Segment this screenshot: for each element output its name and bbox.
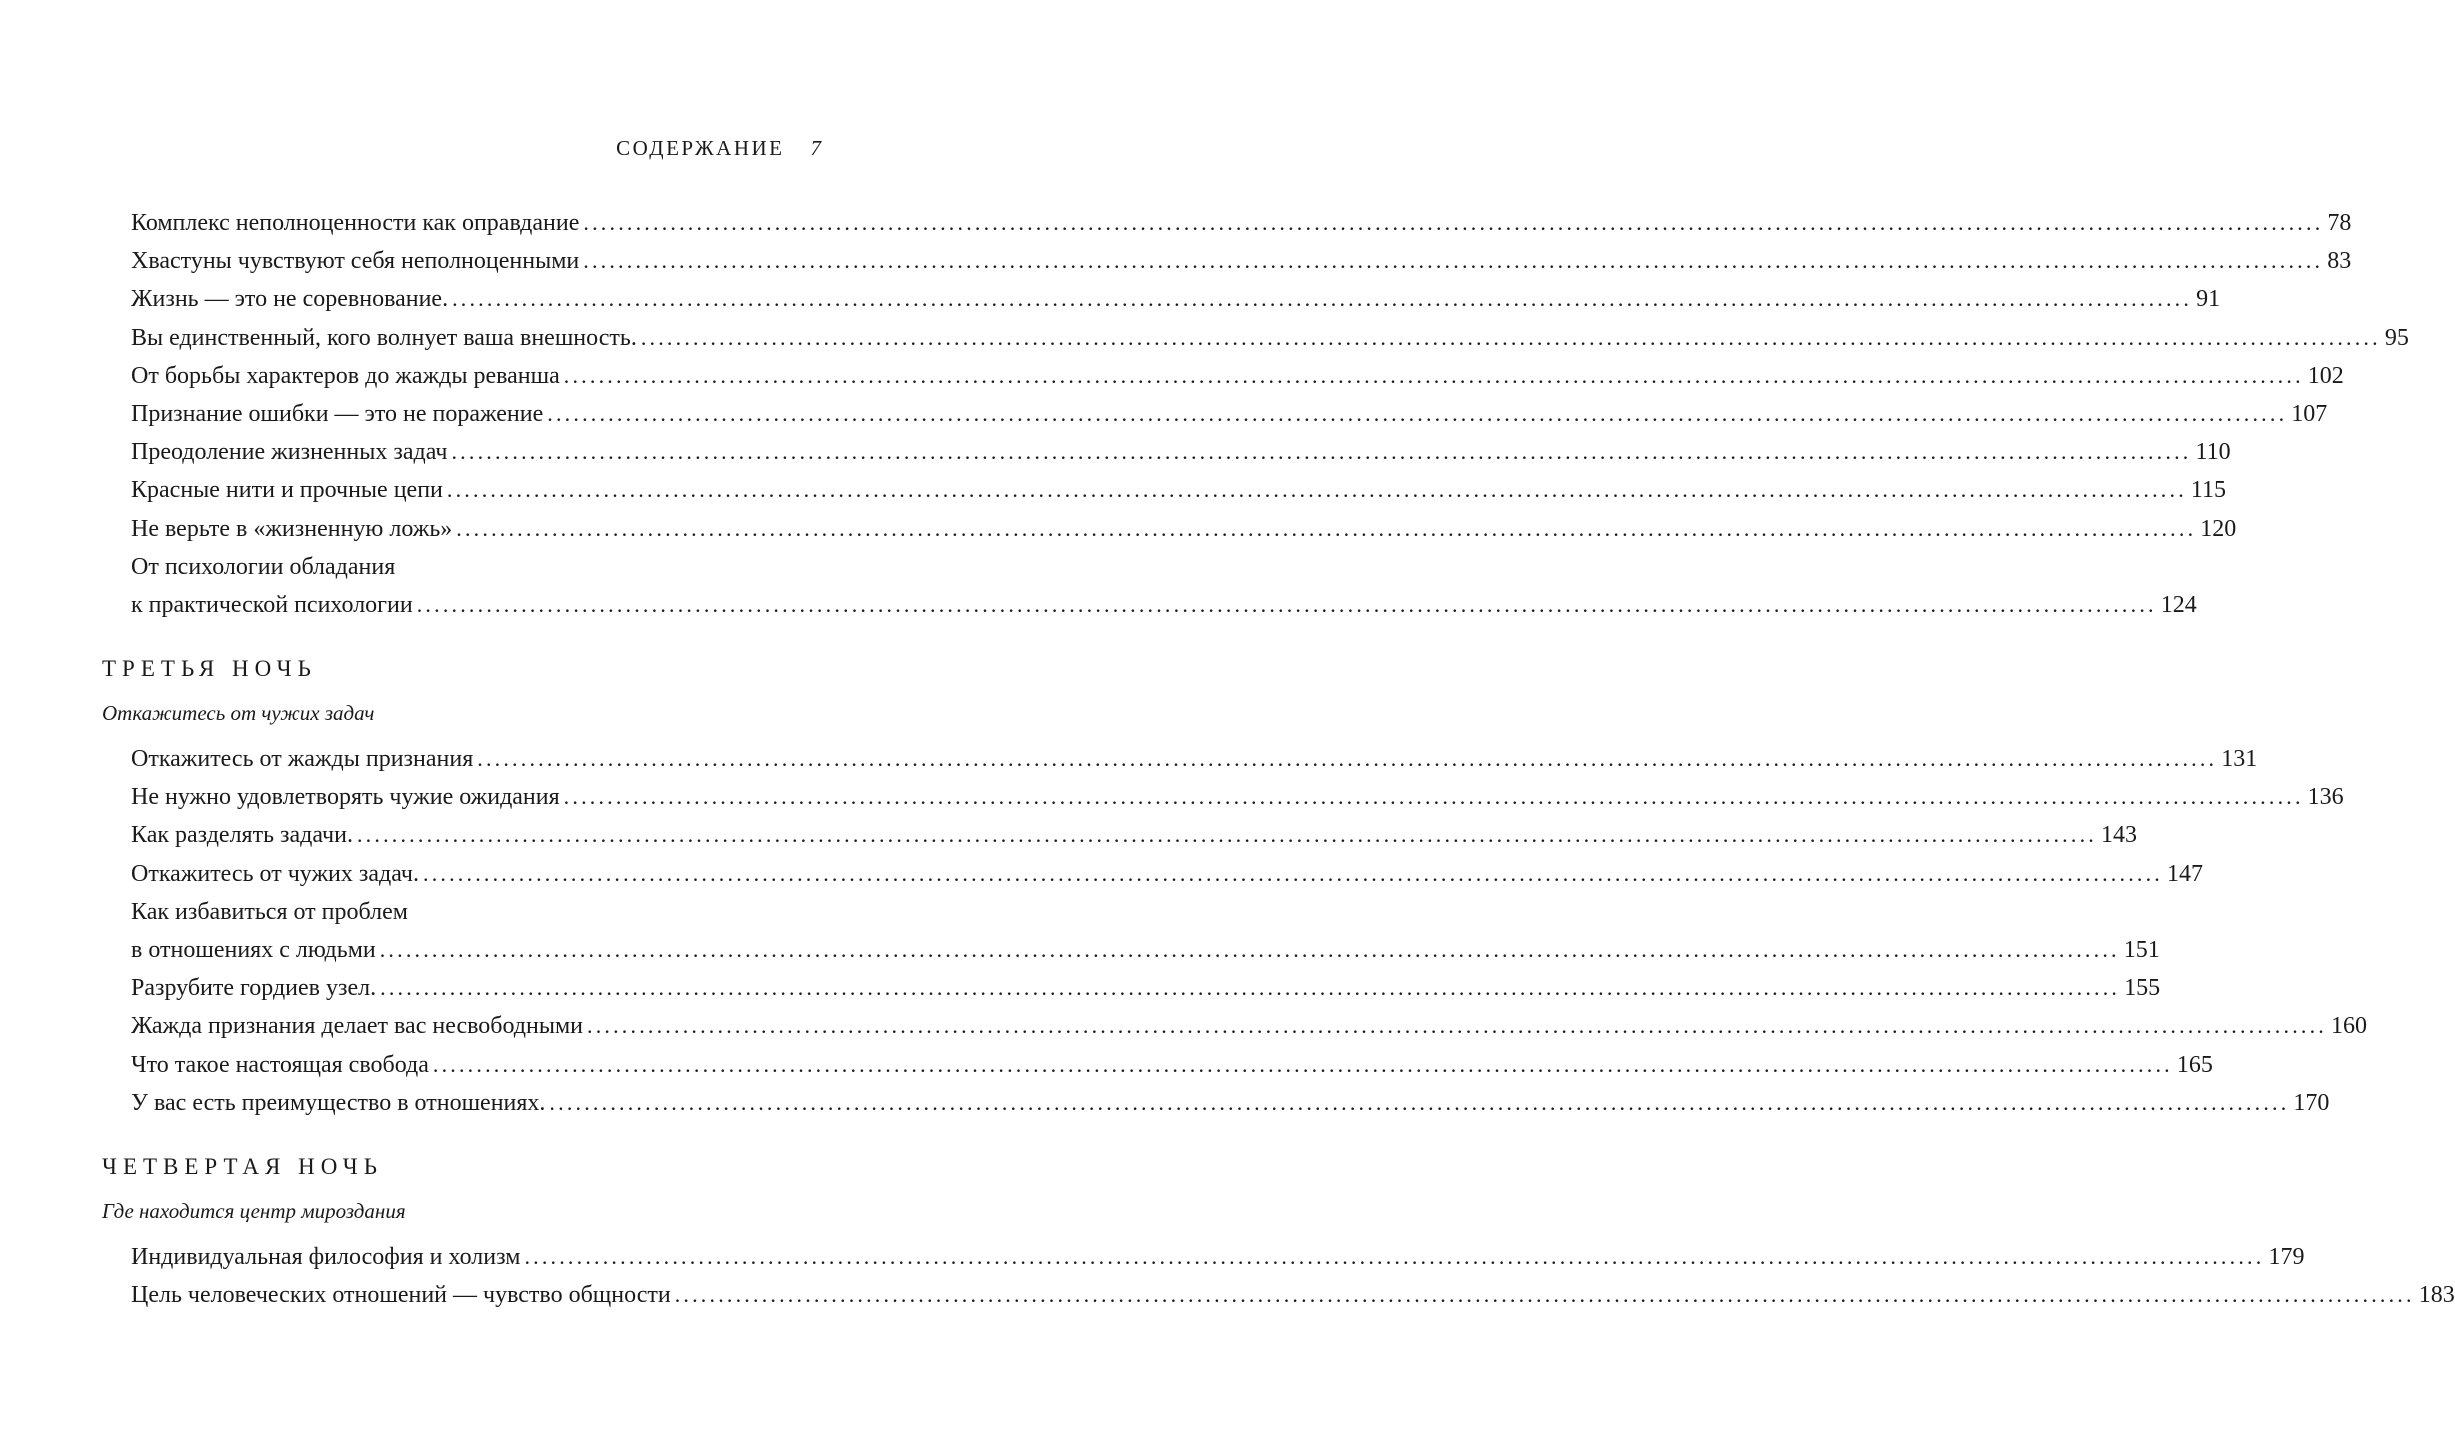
toc-entry-page: 102 [2307, 362, 2344, 389]
leader-dots: ........................................................................................................................................................................................................ [524, 1243, 2265, 1269]
toc-entry-title: Откажитесь от чужих задач. [131, 860, 419, 887]
toc-entry[interactable] [102, 395, 2328, 433]
toc-entry-title: Хвастуны чувствуют себя неполноценными [131, 248, 580, 275]
leader-dots: ........................................................................................................................................................................................................ [380, 975, 2121, 1001]
leader-dots: ........................................................................................................................................................................................................ [587, 1013, 2327, 1039]
toc-entry[interactable] [102, 816, 2137, 854]
toc-entry-title: От борьбы характеров до жажды реванша [131, 362, 560, 389]
leader-dots: ........................................................................................................................................................................................................ [583, 210, 2324, 235]
toc-entry-page: 131 [2221, 746, 2258, 773]
running-header-title: СОДЕРЖАНИЕ [616, 136, 785, 160]
toc-entry-title: Красные нити и прочные цепи [131, 477, 443, 504]
toc-entry[interactable] [102, 471, 2227, 509]
toc-entry-page: 95 [2384, 324, 2409, 351]
toc-entry-page: 136 [2307, 784, 2344, 811]
toc-entry-title-line1[interactable]: От психологии обладания [131, 553, 396, 580]
toc-entry-title: к практической психологии [131, 591, 413, 618]
leader-dots: ........................................................................................................................................................................................................ [477, 746, 2218, 772]
toc-entry[interactable] [102, 280, 2221, 318]
toc-entry[interactable] [102, 1276, 2455, 1314]
leader-dots: ........................................................................................................................................................................................................ [640, 324, 2381, 350]
toc-entry[interactable] [102, 1046, 2213, 1084]
toc-entry[interactable] [102, 931, 2160, 969]
toc-entry[interactable] [102, 242, 2352, 280]
toc-entry[interactable] [102, 778, 2344, 816]
leader-dots: ........................................................................................................................................................................................................ [563, 362, 2304, 388]
leader-dots: ........................................................................................................................................................................................................ [452, 286, 2193, 312]
toc-entry-title: Жажда признания делает вас несвободными [131, 1013, 583, 1040]
leader-dots: ........................................................................................................................................................................................................ [549, 1089, 2290, 1115]
toc-entry-title: Жизнь — это не соревнование. [131, 286, 449, 313]
toc-entry-title: У вас есть преимущество в отношениях. [131, 1089, 546, 1116]
toc-entry-page: 107 [2291, 400, 2328, 427]
leader-dots: ........................................................................................................................................................................................................ [674, 1282, 2415, 1308]
toc-entry-page: 165 [2176, 1051, 2213, 1078]
leader-dots: ........................................................................................................................................................................................................ [446, 477, 2187, 503]
toc-entry-page: 115 [2190, 477, 2227, 504]
table-of-contents [102, 204, 2455, 1314]
toc-entry-title: Что такое настоящая свобода [131, 1051, 429, 1078]
toc-entry-page: 179 [2268, 1243, 2305, 1270]
leader-dots: ........................................................................................................................................................................................................ [416, 591, 2157, 617]
toc-entry-page: 91 [2196, 286, 2221, 313]
toc-entry-page: 170 [2293, 1089, 2330, 1116]
part-subtitle: Где находится центр мироздания [102, 1198, 406, 1223]
toc-entry-page: 78 [2327, 210, 2352, 236]
toc-entry[interactable] [102, 433, 2231, 471]
toc-entry-page: 183 [2418, 1282, 2455, 1309]
toc-entry-title: Преодоление жизненных задач [131, 439, 448, 466]
toc-entry-page: 160 [2331, 1013, 2367, 1040]
toc-entry[interactable] [102, 855, 2203, 893]
leader-dots: ........................................................................................................................................................................................................ [432, 1051, 2173, 1077]
toc-entry-page: 83 [2327, 248, 2352, 275]
toc-entry-title: в отношениях с людьми [131, 937, 376, 963]
toc-entry-title: Откажитесь от жажды признания [131, 746, 474, 773]
toc-entry[interactable] [102, 586, 2197, 624]
toc-entry-title: Как разделять задачи. [131, 822, 353, 849]
running-header [0, 136, 821, 161]
toc-entry-title-line1[interactable]: Как избавиться от проблем [131, 898, 408, 925]
leader-dots: ........................................................................................................................................................................................................ [423, 860, 2163, 886]
toc-entry-page: 155 [2124, 975, 2161, 1002]
toc-entry-title: Комплекс неполноценности как оправдание [131, 210, 580, 236]
toc-entry[interactable] [102, 1084, 2330, 1122]
toc-entry-page: 151 [2123, 937, 2160, 963]
toc-entry-title: Не верьте в «жизненную ложь» [131, 515, 453, 542]
part-heading: ТРЕТЬЯ НОЧЬ [102, 656, 317, 682]
leader-dots: ........................................................................................................................................................................................................ [451, 439, 2192, 465]
leader-dots: ........................................................................................................................................................................................................ [563, 784, 2304, 810]
toc-entry-title: Не нужно удовлетворять чужие ожидания [131, 784, 560, 811]
page-number: 7 [810, 136, 821, 160]
toc-entry[interactable] [102, 204, 2352, 242]
part-subtitle: Откажитесь от чужих задач [102, 701, 375, 726]
toc-entry-title: Вы единственный, кого волнует ваша внешность. [131, 324, 637, 351]
toc-entry-page: 124 [2160, 591, 2197, 618]
toc-entry-title: Признание ошибки — это не поражение [131, 400, 544, 427]
leader-dots: ........................................................................................................................................................................................................ [547, 400, 2288, 426]
toc-entry-page: 120 [2200, 515, 2237, 542]
toc-entry-page: 143 [2100, 822, 2137, 849]
toc-entry[interactable] [102, 1007, 2367, 1045]
toc-entry[interactable] [102, 969, 2161, 1007]
toc-entry[interactable] [102, 357, 2344, 395]
toc-entry-page: 110 [2195, 439, 2231, 466]
toc-entry[interactable] [102, 319, 2409, 357]
toc-entry-title: Цель человеческих отношений — чувство общности [131, 1282, 671, 1309]
toc-entry-page: 147 [2167, 860, 2203, 887]
leader-dots: ........................................................................................................................................................................................................ [356, 822, 2097, 848]
leader-dots: ........................................................................................................................................................................................................ [456, 515, 2197, 541]
toc-entry-title: Разрубите гордиев узел. [131, 975, 377, 1002]
part-heading: ЧЕТВЕРТАЯ НОЧЬ [102, 1153, 383, 1179]
toc-entry[interactable] [102, 740, 2258, 778]
leader-dots: ........................................................................................................................................................................................................ [583, 248, 2324, 274]
toc-entry[interactable] [102, 510, 2237, 548]
leader-dots: ........................................................................................................................................................................................................ [379, 937, 2120, 962]
toc-entry-title: Индивидуальная философия и холизм [131, 1243, 521, 1270]
toc-entry[interactable] [102, 1238, 2305, 1276]
